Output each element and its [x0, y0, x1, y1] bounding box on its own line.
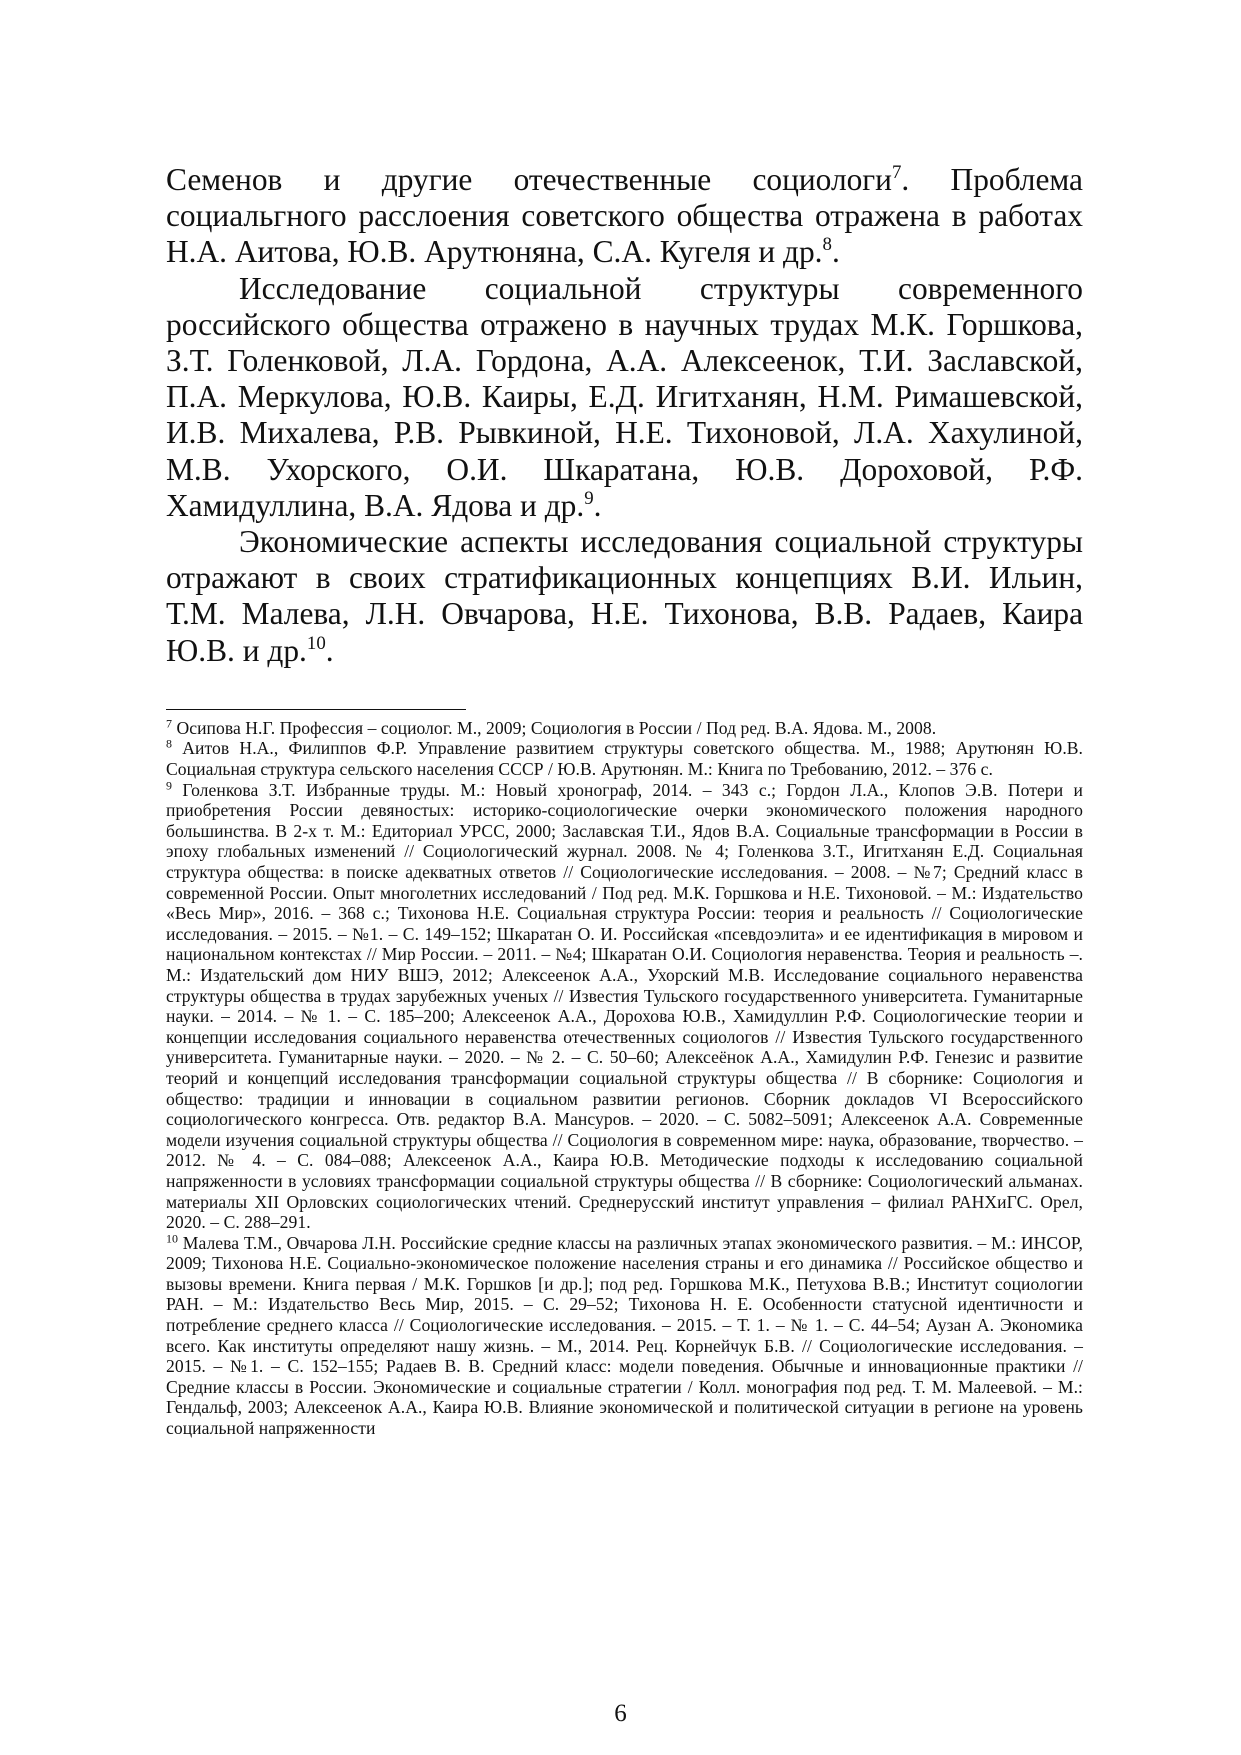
footnote-ref-9[interactable]: 9 [584, 487, 594, 509]
footnotes [166, 718, 1083, 1439]
body-paragraph-2 [166, 271, 1083, 524]
page-number: 6 [614, 1700, 627, 1727]
body-paragraph-3 [166, 524, 1083, 669]
footnote-separator [166, 709, 466, 710]
footnote-8 [166, 738, 1083, 779]
text-segment: Экономические аспекты исследования социальной структуры отражают в своих стратификационных концепциях В.И. Ильин, Т.М. Малева, Л.Н. Овчарова, Н.Е. Тихонова, В.В. Радаев, Каира Ю.В. и др. [166, 524, 1083, 668]
footnote-text: Аитов Н.А., Филиппов Ф.Р. Управление развитием структуры советского общества. М., 1988; Арутюнян Ю.В. Социальная структура сельского населения СССР / Ю.В. Арутюнян. М.: Книга по Требованию, 2012. – 376 с. [166, 738, 1083, 780]
footnote-text: Голенкова З.Т. Избранные труды. М.: Новый хронограф, 2014. – 343 с.; Гордон Л.А., Клопов Э.В. Потери и приобретения России девяностых: историко-социологические очерки экономического положения народного большинства. В 2-х т. М.: Едиториал УРСС, 2000; Заславская Т.И., Ядов В.А. Социальные трансформации в России в эпоху глобальных изменений // Социологический журнал. 2008. № 4; Голенкова З.Т., Игитханян Е.Д. Социальная структура общества: в поиске адекватных ответов // Социологические исследования. – 2008. – №7; Средний класс в современной России. Опыт многолетних исследований / Под ред. М.К. Горшкова и Н.Е. Тихоновой. – М.: Издательство «Весь Мир», 2016. – 368 с.; Тихонова Н.Е. Социальная структура России: теория и реальность // Социологические исследования. – 2015. – №1. – С. 149–152; Шкаратан О. И. Российская «псевдоэлита» и ее идентификация в мировом и национальном контекстах // Мир России. – 2011. – №4; Шкаратан О.И. Социология неравенства. Теория и реальность –. М.: Издательский дом НИУ ВШЭ, 2012; Алексеенок А.А., Ухорский М.В. Исследование социального неравенства структуры общества в трудах зарубежных ученых // Известия Тульского государственного университета. Гуманитарные науки. – 2014. – № 1. – С. 185–200; Алексеенок А.А., Дорохова Ю.В., Хамидуллин Р.Ф. Социологические теории и концепции исследования социального неравенства отечественных социологов // Известия Тульского государственного университета. Гуманитарные науки. – 2020. – № 2. – С. 50–60; Алексеёнок А.А., Хамидулин Р.Ф. Генезис и развитие теорий и концепций исследования трансформации социальной структуры общества // В сборнике: Социология и общество: традиции и инновации в социальном развитии регионов. Сборник докладов VI Всероссийского социологического конгресса. Отв. редактор В.А. Мансуров. – 2020. – С. 5082–5091; Алексеенок А.А. Современные модели изучения социальной структуры общества // Социология в современном мире: наука, образование, творчество. – 2012. № 4. – С. 084–088; Алексеенок А.А., Каира Ю.В. Методические подходы к исследованию социальной напряженности в условиях трансформации социальной структуры общества // В сборнике: Социологический альманах. материалы XII Орловских социологических чтений. Среднерусский институт управления – филиал РАНХиГС. Орел, 2020. – С. 288–291. [166, 779, 1083, 1233]
text-segment: Исследование социальной структуры современного российского общества отражено в научных трудах М.К. Горшкова, З.Т. Голенковой, Л.А. Гордона, А.А. Алексеенок, Т.И. Заславской, П.А. Меркулова, Ю.В. Каиры, Е.Д. Игитханян, Н.М. Римашевской, И.В. Михалева, Р.В. Рывкиной, Н.Е. Тихоновой, Л.А. Хахулиной, М.В. Ухорского, О.И. Шкаратана, Ю.В. Дороховой, Р.Ф. Хамидуллина, В.А. Ядова и др. [166, 270, 1083, 523]
document-page [166, 162, 1083, 1439]
footnote-ref-10[interactable]: 10 [306, 632, 326, 654]
footnote-10 [166, 1233, 1083, 1439]
footnote-number: 8 [166, 736, 173, 751]
footnote-number: 7 [166, 716, 173, 731]
footnote-9 [166, 780, 1083, 1233]
text-segment: . [325, 632, 334, 668]
footnote-ref-7[interactable]: 7 [891, 161, 902, 183]
footnote-text: Малева Т.М., Овчарова Л.Н. Российские средние классы на различных этапах экономического развития. – М.: ИНСОР, 2009; Тихонова Н.Е. Социально-экономическое положение населения страны и его динамика // Российское общество и вызовы времени. Книга первая / М.К. Горшков [и др.]; под ред. Горшкова М.К., Петухова В.В.; Институт социологии РАН. – М.: Издательство Весь Мир, 2015. – С. 29–52; Тихонова Н. Е. Особенности статусной идентичности и потребление среднего класса // Социологические исследования. – 2015. – Т. 1. – № 1. – С. 44–54; Аузан А. Экономика всего. Как институты определяют нашу жизнь. – М., 2014. Рец. Корнейчук Б.В. // Социологические исследования. – 2015. – №1. – С. 152–155; Радаев В. В. Средний класс: модели поведения. Обычные и инновационные практики // Средние классы в России. Экономические и социальные стратегии / Колл. монография под ред. Т. М. Малеевой. – М.: Гендальф, 2003; Алексеенок А.А., Каира Ю.В. Влияние экономической и политической ситуации в регионе на уровень социальной напряженности [166, 1232, 1083, 1439]
text-segment: Семенов и другие отечественные социологи [166, 162, 892, 197]
body-paragraph-1 [166, 162, 1083, 271]
text-segment: . [593, 487, 602, 523]
text-segment: . [831, 234, 840, 270]
text-segment: . Проблема социальгного расслоения советского общества отражена в работах Н.А. Аитова, Ю.В. Арутюняна, С.А. Кугеля и др. [166, 162, 1083, 270]
footnote-text: Осипова Н.Г. Профессия – социолог. М., 2009; Социология в России / Под ред. В.А. Ядова. М., 2008. [172, 717, 937, 738]
footnote-ref-8[interactable]: 8 [822, 234, 832, 256]
footnote-7 [166, 718, 1083, 739]
footnote-number: 9 [166, 778, 173, 793]
footnote-number: 10 [166, 1231, 179, 1246]
